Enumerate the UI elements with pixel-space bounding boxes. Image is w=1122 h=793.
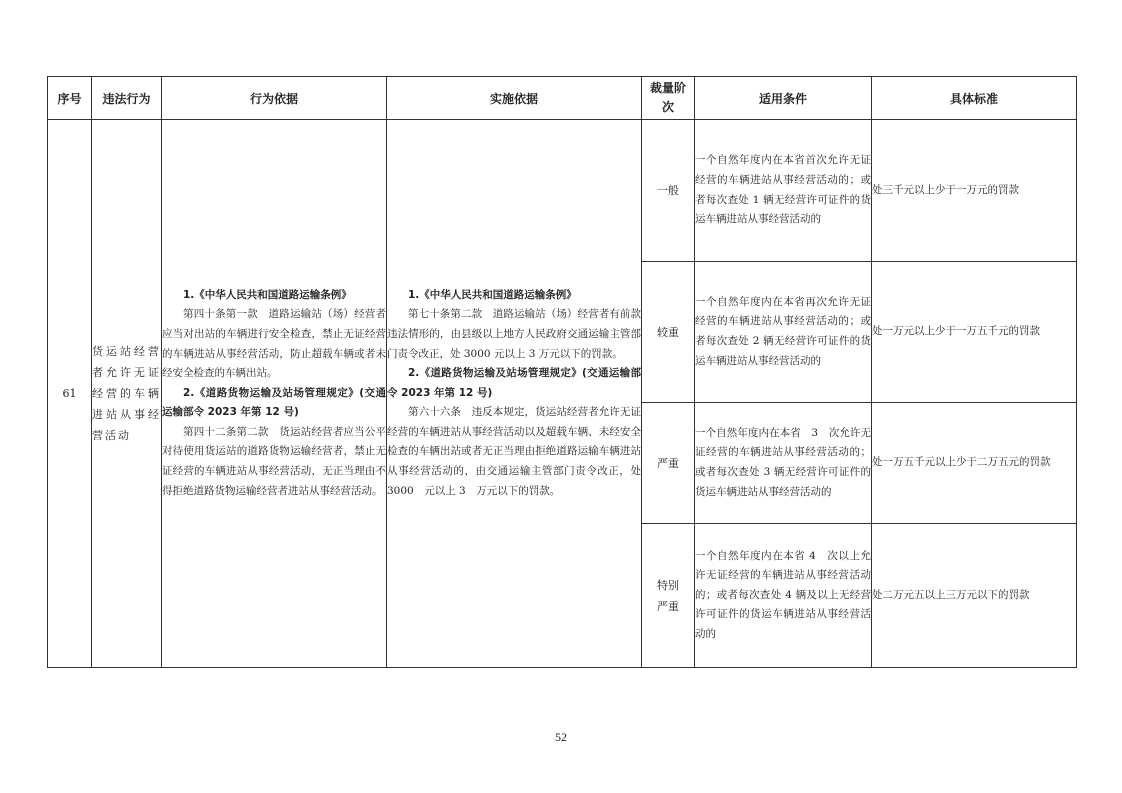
header-row bbox=[48, 77, 1077, 120]
header-impl: 实施依据 bbox=[387, 77, 642, 120]
impl-heading-1: 1.《中华人民共和国道路运输条例》 bbox=[408, 288, 577, 301]
header-basis: 行为依据 bbox=[162, 77, 387, 120]
basis-cell bbox=[162, 120, 387, 668]
implementation-cell bbox=[387, 120, 642, 668]
standard-extremely-severe: 处二万元五以上三万元以下的罚款 bbox=[872, 524, 1077, 668]
standard-general: 处三千元以上少于一万元的罚款 bbox=[872, 120, 1077, 262]
level-serious: 较重 bbox=[642, 262, 695, 403]
row-number: 61 bbox=[48, 120, 92, 668]
condition-serious: 一个自然年度内在本省再次允许无证经营的车辆进站从事经营活动的；或者每次查处 2 辆无经营许可证件的货运车辆进站从事经营活动的 bbox=[695, 262, 872, 403]
basis-para-2: 第四十二条第二款 货运站经营者应当公平对待使用货运站的道路货物运输经营者，禁止无证经营的车辆进站从事经营活动，无正当理由不得拒绝道路货物运输经营者进站从事经营活动。 bbox=[162, 425, 386, 497]
basis-para-1: 第四十条第一款 道路运输站（场）经营者应当对出站的车辆进行安全检查，禁止无证经营的车辆进站从事经营活动，防止超载车辆或者未经安全检查的车辆出站。 bbox=[162, 308, 386, 380]
header-no: 序号 bbox=[48, 77, 92, 120]
penalty-table bbox=[47, 76, 1077, 668]
impl-heading-2: 2.《道路货物运输及站场管理规定》(交通运输部令 2023 年第 12 号) bbox=[387, 367, 641, 399]
impl-para-2: 第六十六条 违反本规定，货运站经营者允许无证经营的车辆进站从事经营活动以及超载车辆、未经安全检查的车辆出站或者无正当理由拒绝道路运输车辆进站从事经营活动的，由交通运输主管部门责令改正，处 3000 元以上 3 万元以下的罚款。 bbox=[387, 406, 641, 497]
page-number: 52 bbox=[555, 730, 567, 744]
header-std: 具体标准 bbox=[872, 77, 1077, 120]
header-level: 裁量阶次 bbox=[642, 77, 695, 120]
table-row bbox=[48, 120, 1077, 262]
standard-serious: 处一万元以上少于一万五千元的罚款 bbox=[872, 262, 1077, 403]
level-extremely-severe: 特别严重 bbox=[642, 524, 695, 668]
header-act: 违法行为 bbox=[92, 77, 162, 120]
header-cond: 适用条件 bbox=[695, 77, 872, 120]
condition-extremely-severe: 一个自然年度内在本省 4 次以上允许无证经营的车辆进站从事经营活动的；或者每次查处 4 辆及以上无经营许可证件的货运车辆进站从事经营活动的 bbox=[695, 524, 872, 668]
basis-heading-2: 2.《道路货物运输及站场管理规定》(交通运输部令 2023 年第 12 号) bbox=[162, 386, 386, 419]
basis-heading-1: 1.《中华人民共和国道路运输条例》 bbox=[183, 288, 352, 301]
impl-para-1: 第七十条第二款 道路运输站（场）经营者有前款违法情形的，由县级以上地方人民政府交通运输主管部门责令改正，处 3000 元以上 3 万元以下的罚款。 bbox=[387, 308, 641, 360]
condition-severe: 一个自然年度内在本省 3 次允许无证经营的车辆进站从事经营活动的；或者每次查处 3 辆无经营许可证件的货运车辆进站从事经营活动的 bbox=[695, 403, 872, 524]
level-general: 一般 bbox=[642, 120, 695, 262]
level-severe: 严重 bbox=[642, 403, 695, 524]
standard-severe: 处一万五千元以上少于二万五元的罚款 bbox=[872, 403, 1077, 524]
violation-cell: 货运站经营者允许无证经营的车辆进站从事经营活动 bbox=[92, 120, 162, 668]
condition-general: 一个自然年度内在本省首次允许无证经营的车辆进站从事经营活动的；或者每次查处 1 辆无经营许可证件的货运车辆进站从事经营活动的 bbox=[695, 120, 872, 262]
